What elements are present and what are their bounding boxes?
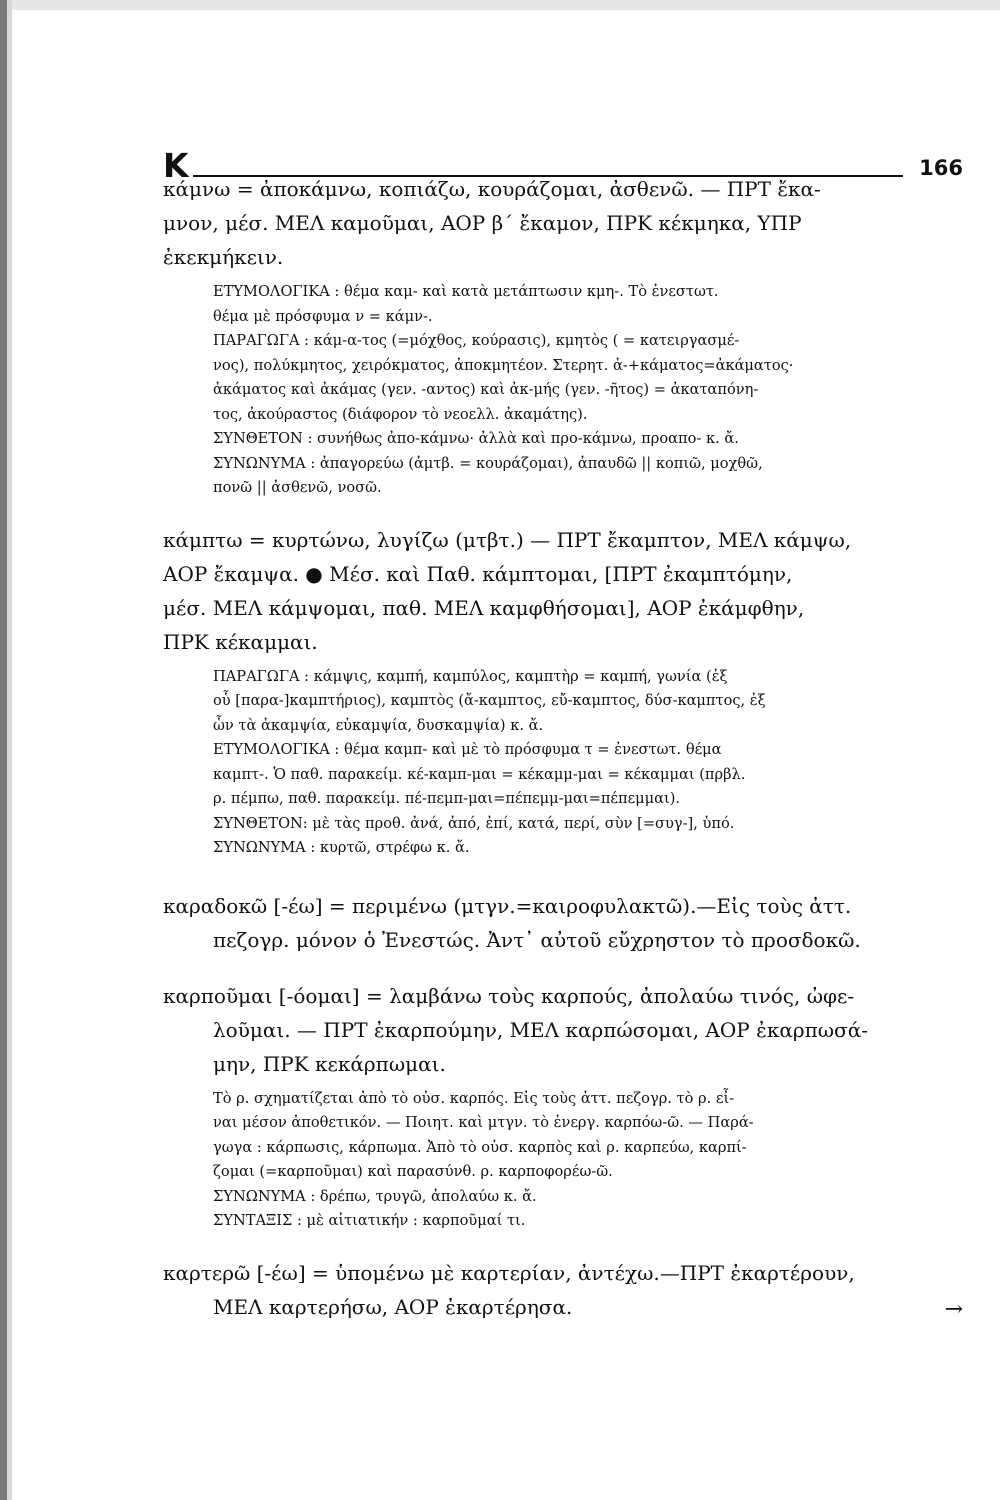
head-line: μέσ. ΜΕΛ κάμψομαι, παθ. ΜΕΛ καμφθήσομαι], ΑΟΡ ἐκάμφθην, — [163, 595, 805, 620]
head-line: λοῦμαι. — ΠΡΤ ἐκαρπούμην, ΜΕΛ καρπώσομαι, ΑΟΡ ἐκαρπωσά- — [213, 1017, 868, 1042]
note-line: ὧν τὰ ἀκαμψία, εὐκαμψία, δυσκαμψία) κ. ἄ. — [213, 716, 544, 734]
head-line: πεζογρ. μόνον ὁ Ἐνεστώς. Ἀντ᾽ αὐτοῦ εὔχρηστον τὸ προσδοκῶ. — [213, 927, 861, 952]
note-line: ΣΥΝΩΝΥΜΑ : ἀπαγορεύω (ἀμτβ. = κουράζομαι), ἀπαυδῶ || κοπιῶ, μοχθῶ, — [213, 454, 763, 472]
head-line: μνον, μέσ. ΜΕΛ καμοῦμαι, ΑΟΡ β΄ ἔκαμον, ΠΡΚ κέκμηκα, ΥΠΡ — [163, 211, 802, 235]
note-line: ΕΤΥΜΟΛΟΓΙΚΑ : θέμα καμ- καὶ κατὰ μετάπτωσιν κμη-. Τὸ ἐνεστωτ. — [213, 283, 719, 300]
note-line: ΣΥΝΘΕΤΟΝ: μὲ τὰς προθ. ἀνά, ἀπό, ἐπί, κατά, περί, σὺν [=συγ-], ὑπό. — [213, 814, 735, 832]
note-line: καμπτ-. Ὁ παθ. παρακείμ. κέ-καμπ-μαι = κέκαμμ-μαι = κέκαμμαι (πρβλ. — [213, 765, 746, 783]
head-line: ἐκεκμήκειν. — [163, 245, 284, 269]
binding-shadow — [0, 0, 7, 1500]
note-line: ΣΥΝΤΑΞΙΣ : μὲ αἰτιατικήν : καρποῦμαί τι. — [213, 1212, 526, 1229]
note-line: γωγα : κάρπωσις, κάρπωμα. Ἀπὸ τὸ οὐσ. καρπὸς καὶ ρ. καρπεύω, καρπί- — [213, 1138, 747, 1156]
head-line: κάμνω = ἀποκάμνω, κοπιάζω, κουράζομαι, ἀσθενῶ. — ΠΡΤ ἔκα- — [163, 177, 821, 201]
note-line: ΣΥΝΩΝΥΜΑ : δρέπω, τρυγῶ, ἀπολαύω κ. ἄ. — [213, 1187, 537, 1205]
note-line: ζομαι (=καρποῦμαι) καὶ παρασύνθ. ρ. καρποφορέω-ῶ. — [213, 1163, 613, 1180]
head-line: μην, ΠΡΚ κεκάρπωμαι. — [213, 1051, 446, 1076]
section-letter: K — [163, 146, 189, 185]
entry-kamno — [163, 172, 963, 501]
entry-head — [163, 889, 963, 957]
note-line: ΣΥΝΩΝΥΜΑ : κυρτῶ, στρέφω κ. ἄ. — [213, 839, 470, 856]
entry-head — [163, 523, 963, 659]
note-line: Τὸ ρ. σχηματίζεται ἀπὸ τὸ οὐσ. καρπός. Εἰς τοὺς ἀττ. πεζογρ. τὸ ρ. εἶ- — [213, 1089, 735, 1107]
note-line: οὗ [παρα-]καμπτήριος), καμπτὸς (ἄ-καμπτος, εὔ-καμπτος, δύσ-καμπτος, ἐξ — [213, 692, 766, 709]
page-top-shadow — [0, 0, 1000, 10]
note-line: ρ. πέμπω, παθ. παρακείμ. πέ-πεμπ-μαι=πέπεμμ-μαι=πέπεμμαι). — [213, 790, 681, 807]
note-line: ΕΤΥΜΟΛΟΓΙΚΑ : θέμα καμπ- καὶ μὲ τὸ πρόσφυμα τ = ἐνεστωτ. θέμα — [213, 741, 722, 758]
entry-head — [163, 1256, 963, 1324]
binding-shadow-light — [7, 0, 12, 1500]
note-line: πονῶ || ἀσθενῶ, νοσῶ. — [213, 479, 382, 496]
note-line: ἀκάματος καὶ ἀκάμας (γεν. -αντος) καὶ ἀκ-μής (γεν. -ῆτος) = ἀκαταπόνη- — [213, 381, 759, 398]
note-line: ΠΑΡΑΓΩΓΑ : κάμψις, καμπή, καμπύλος, καμπτὴρ = καμπή, γωνία (ἐξ — [213, 667, 728, 685]
note-line: νος), πολύκμητος, χειρόκματος, ἀποκμητέον. Στερητ. ἀ-+κάματος=ἀκάματος· — [213, 356, 794, 374]
entries-column — [163, 172, 963, 1346]
note-line: ΠΑΡΑΓΩΓΑ : κάμ-α-τος (=μόχθος, κούρασις), κμητὸς ( = κατειργασμέ- — [213, 332, 740, 349]
note-line: ΣΥΝΘΕΤΟΝ : συνήθως ἀπο-κάμνω· ἀλλὰ καὶ προ-κάμνω, προαπο- κ. ἄ. — [213, 430, 739, 447]
note-line: τος, ἀκούραστος (διάφορον τὸ νεοελλ. ἀκαμάτης). — [213, 405, 588, 423]
note-line: ναι μέσον ἀποθετικόν. — Ποιητ. καὶ μτγν. τὸ ἐνεργ. καρπόω-ῶ. — Παρά- — [213, 1114, 754, 1131]
entry-notes — [163, 1087, 963, 1234]
continuation-arrow-icon: → — [944, 1296, 963, 1322]
page-number: 166 — [919, 156, 963, 180]
head-line: καρτερῶ [-έω] = ὑπομένω μὲ καρτερίαν, ἀντέχω.—ΠΡΤ ἐκαρτέρουν, — [163, 1260, 855, 1285]
head-line: ΠΡΚ κέκαμμαι. — [163, 629, 318, 654]
entry-notes — [163, 280, 963, 501]
entry-head — [163, 979, 963, 1081]
entry-head — [163, 172, 963, 274]
entry-karadoko — [163, 889, 963, 957]
head-line: κάμπτω = κυρτώνω, λυγίζω (μτβτ.) — ΠΡΤ ἔκαμπτον, ΜΕΛ κάμψω, — [163, 527, 852, 552]
entry-karpoumai — [163, 979, 963, 1234]
head-line: καραδοκῶ [-έω] = περιμένω (μτγν.=καιροφυλακτῶ).—Εἰς τοὺς ἀττ. — [163, 893, 852, 918]
entry-kampto — [163, 523, 963, 861]
head-line: ΑΟΡ ἔκαμψα. ● Μέσ. καὶ Παθ. κάμπτομαι, [ΠΡΤ ἐκαμπτόμην, — [163, 561, 793, 586]
entry-notes — [163, 665, 963, 861]
entry-kartero — [163, 1256, 963, 1324]
note-line: θέμα μὲ πρόσφυμα ν = κάμν-. — [213, 307, 433, 325]
head-line: καρποῦμαι [-όομαι] = λαμβάνω τοὺς καρπούς, ἀπολαύω τινός, ὠφε- — [163, 983, 855, 1008]
head-line: ΜΕΛ καρτερήσω, ΑΟΡ ἐκαρτέρησα. — [213, 1294, 573, 1319]
